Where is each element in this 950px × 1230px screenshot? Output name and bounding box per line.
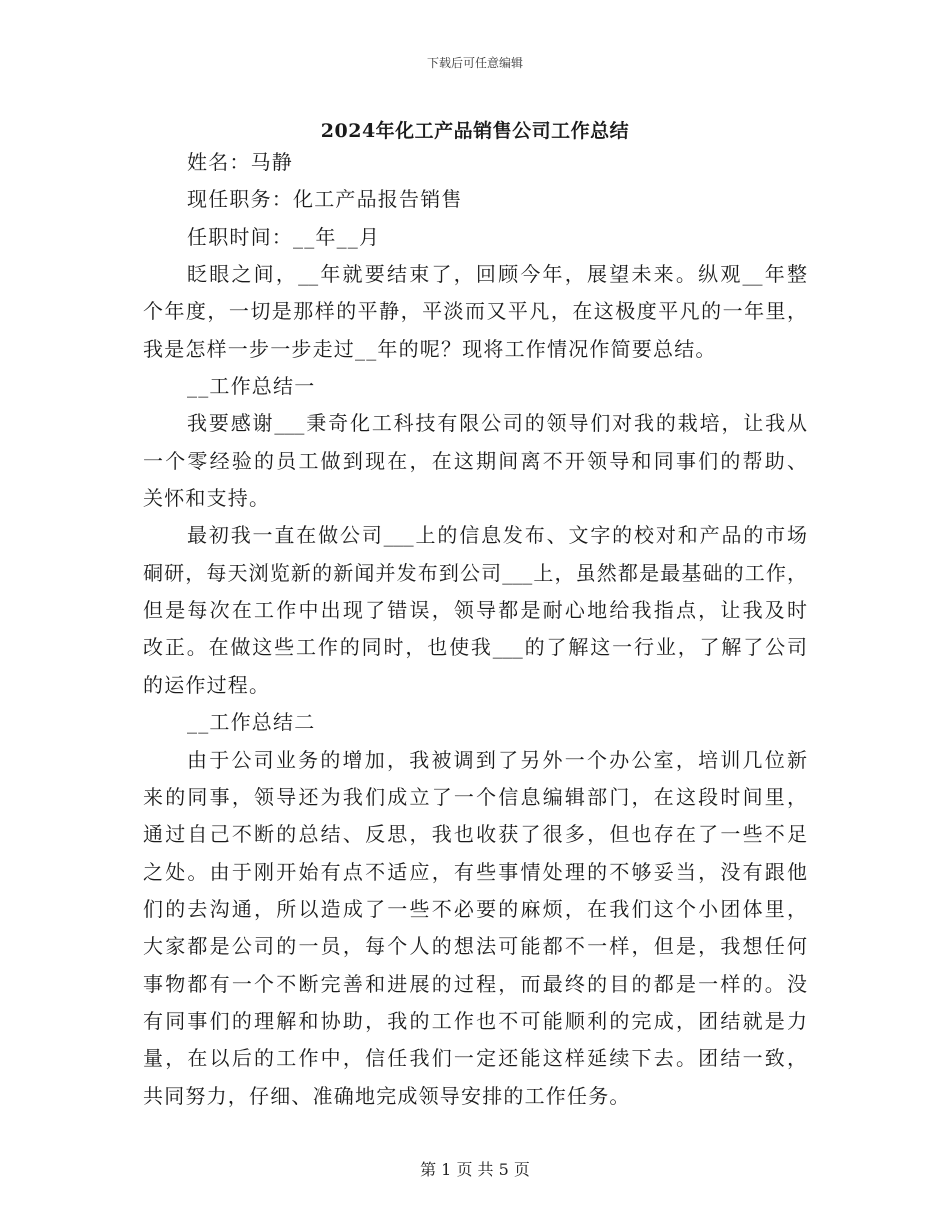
text-line: 关怀和支持。 xyxy=(143,486,271,511)
header-note: 下载后可任意编辑 xyxy=(426,56,523,70)
document-body xyxy=(143,144,807,1115)
section-heading: __工作总结一 xyxy=(187,374,316,399)
text-line: 硐研，每天浏览新的新闻并发布到公司___上，虽然都是最基础的工作， xyxy=(143,560,807,585)
text-line: 姓名：马静 xyxy=(187,150,293,174)
text-line: 眨眼之间，__年就要结束了，回顾今年，展望未来。纵观__年整 xyxy=(187,262,807,287)
document-title: 2024年化工产品销售公司工作总结 xyxy=(320,120,630,142)
text-line: 现任职务：化工产品报告销售 xyxy=(187,187,463,212)
text-line: 我要感谢___秉奇化工科技有限公司的领导们对我的栽培，让我从 xyxy=(187,411,807,436)
text-line: 事物都有一个不断完善和进展的过程，而最终的目的都是一样的。没 xyxy=(143,971,807,996)
text-line: 个年度，一切是那样的平静，平淡而又平凡，在这极度平凡的一年里， xyxy=(143,299,807,324)
text-line: 的运作过程。 xyxy=(143,672,271,697)
text-line: 一个零经验的员工做到现在，在这期间离不开领导和同事们的帮助、 xyxy=(143,448,807,473)
text-line: 我是怎样一步一步走过__年的呢？现将工作情况作简要总结。 xyxy=(143,336,717,361)
text-line: 大家都是公司的一员，每个人的想法可能都不一样，但是，我想任何 xyxy=(143,934,807,959)
text-line: 来的同事，领导还为我们成立了一个信息编辑部门，在这段时间里， xyxy=(143,784,807,809)
text-line: 之处。由于刚开始有点不适应，有些事情处理的不够妥当，没有跟他 xyxy=(143,859,807,884)
text-line: 通过自己不断的总结、反思，我也收获了很多，但也存在了一些不足 xyxy=(143,822,807,847)
page-number: 第 1 页 共 5 页 xyxy=(420,1160,530,1179)
text-line: 改正。在做这些工作的同时，也使我___的了解这一行业，了解了公司 xyxy=(143,635,807,660)
text-line: 共同努力，仔细、准确地完成领导安排的工作任务。 xyxy=(143,1083,631,1108)
text-line: 由于公司业务的增加，我被调到了另外一个办公室，培训几位新 xyxy=(187,747,807,772)
text-line: 但是每次在工作中出现了错误，领导都是耐心地给我指点，让我及时 xyxy=(143,598,807,623)
text-line: 任职时间：__年__月 xyxy=(187,224,381,249)
text-line: 有同事们的理解和协助，我的工作也不可能顺利的完成，团结就是力 xyxy=(143,1008,807,1033)
text-line: 们的去沟通，所以造成了一些不必要的麻烦，在我们这个小团体里， xyxy=(143,896,807,921)
section-heading: __工作总结二 xyxy=(187,710,316,735)
text-line: 最初我一直在做公司___上的信息发布、文字的校对和产品的市场 xyxy=(187,523,807,548)
text-line: 量，在以后的工作中，信任我们一定还能这样延续下去。团结一致， xyxy=(143,1046,807,1071)
